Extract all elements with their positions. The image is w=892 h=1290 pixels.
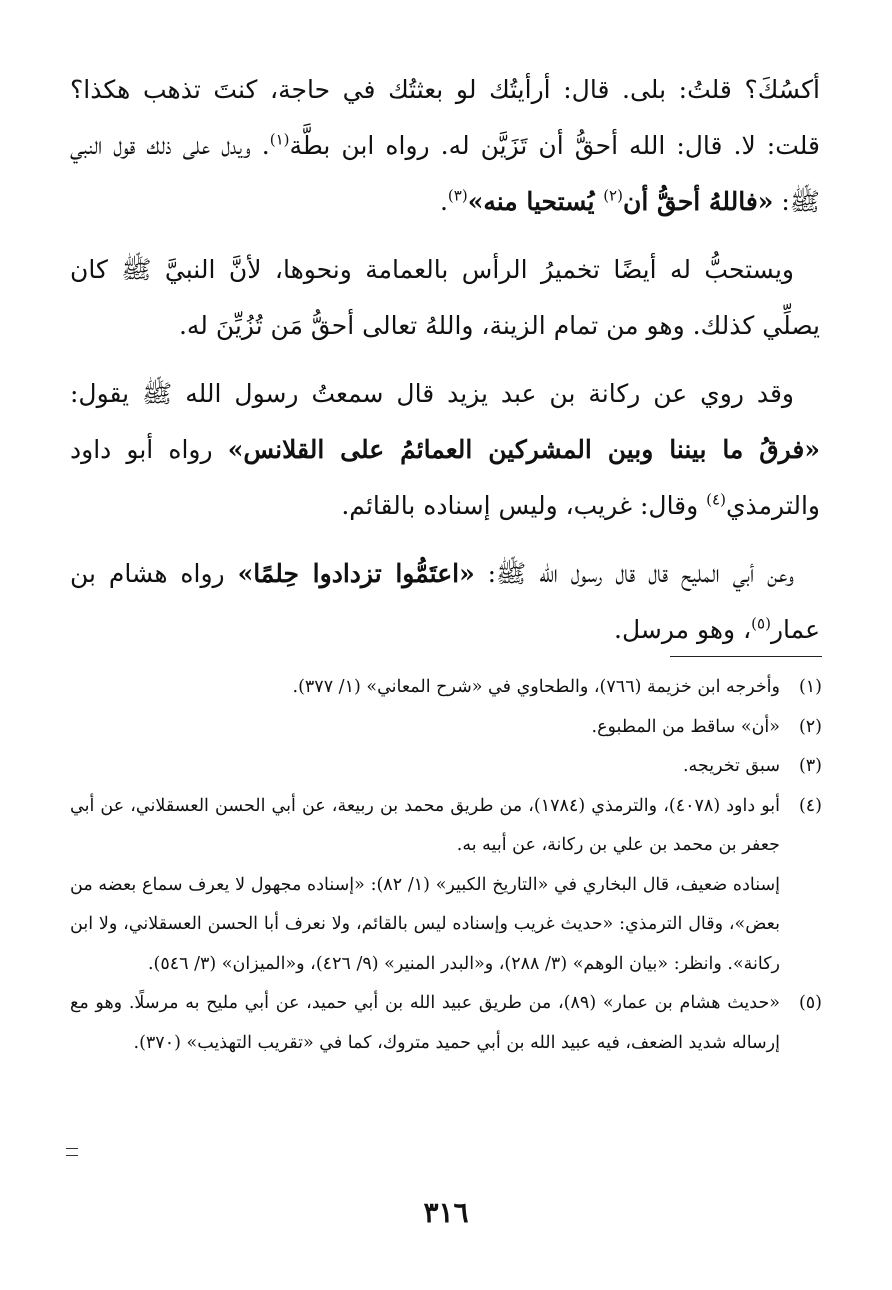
footnote-number: (٢) <box>798 716 822 737</box>
footnote-number: (٤) <box>798 795 822 816</box>
paragraph-4 <box>70 546 820 658</box>
footnote-text: أبو داود (٤٠٧٨)، والترمذي (١٧٨٤)، من طريق محمد بن ربيعة، عن أبي الحسن العسقلاني، عن أبي جعفر بن محمد بن علي بن ركانة، عن أبيه به. <box>70 795 781 855</box>
footnote-5 <box>70 984 822 1063</box>
margin-mark <box>66 1148 78 1156</box>
footnote-divider <box>670 656 822 657</box>
footnote-text: سبق تخريجه. <box>682 756 780 776</box>
footnote-number: (١) <box>798 677 822 697</box>
footnote-4 <box>70 787 822 985</box>
hadith-quote-1b: يُستحيا منه» <box>467 187 604 216</box>
footnote-number: (٥) <box>798 993 822 1013</box>
paragraph-3-text-c: وقال: غريب، وليس إسناده بالقائم. <box>341 491 707 520</box>
footnote-ref-4: (٤) <box>706 490 726 509</box>
footnote-ref-5: (٥) <box>751 614 771 633</box>
footnote-3 <box>70 747 822 787</box>
footnote-number: (٣) <box>798 756 822 776</box>
paragraph-2 <box>70 242 820 354</box>
paragraph-4-text-b: رواه هشام بن عمار <box>70 559 820 644</box>
footnote-text: وأخرجه ابن خزيمة (٧٦٦)، والطحاوي في «شرح المعاني» (١/ ٣٧٧). <box>292 677 780 697</box>
page-number: ٣١٦ <box>423 1196 469 1229</box>
footnote-ref-3: (٣) <box>447 186 468 205</box>
paragraph-2-text: ويستحبُّ له أيضًا تخميرُ الرأس بالعمامة ونحوها، لأنَّ النبيَّ ﷺ كان يصلِّي كذلك. وهو من تمام الزينة، واللهُ تعالى أحقُّ مَن تُزُيِّنَ له. <box>70 255 820 340</box>
footnote-ref-2: (٢) <box>603 186 623 205</box>
footnote-text: «حديث هشام بن عمار» (٨٩)، من طريق عبيد الله بن أبي حميد، عن أبي مليح به مرسلًا. وهو مع إرساله شديد الضعف، فيه عبيد الله بن أبي حميد متروك، كما في «تقريب التهذيب» (٣٧٠). <box>70 993 781 1053</box>
hadith-quote-3: «اعتَمُّوا تزدادوا حِلمًا» <box>237 559 475 588</box>
paragraph-1 <box>70 62 820 230</box>
footnote-text: «أن» ساقط من المطبوع. <box>591 716 780 737</box>
hadith-quote-1a: «فاللهُ أحقُّ أن <box>622 187 774 216</box>
paragraph-1-text-b: . ويدل على ذلك قول النبي ﷺ: <box>70 131 820 216</box>
footnote-text: إسناده ضعيف، قال البخاري في «التاريخ الكبير» (١/ ٨٢): «إسناده مجهول لا يعرف سماع بعضه من بعض»، وقال الترمذي: «حديث غريب وإسناده ليس بالقائم، ولا نعرف أبا الحسن العسقلاني، ولا ابن ركانة». وانظر: «بيان الوهم» (٣/ ٢٨٨)، و«البدر المنير» (٩/ ٤٢٦)، و«الميزان» (٣/ ٥٤٦). <box>70 874 780 974</box>
paragraph-1-text-a: أكسُكَ؟ قلتُ: بلى. قال: أرأيتُك لو بعثتُك في حاجة، كنتَ تذهب هكذا؟ قلت: لا. قال: الله أحقُّ أن تَزَيَّن له. رواه ابن بطَّة <box>70 75 820 160</box>
paragraph-4-text-c: ، وهو مرسل. <box>614 615 752 644</box>
paragraph-4-text-a: وعن أبي المليح قال قال رسول الله ﷺ: <box>474 559 794 588</box>
footnote-ref-1: (١) <box>269 130 290 149</box>
main-text <box>70 62 820 670</box>
hadith-quote-2: «فرقُ ما بيننا وبين المشركين العمائمُ على القلانس» <box>227 435 820 464</box>
paragraph-3-text-b: رواه أبو داود والترمذي <box>70 435 820 520</box>
paragraph-1-end: . <box>439 187 448 216</box>
paragraph-3 <box>70 366 820 534</box>
paragraph-3-text-a: وقد روي عن ركانة بن عبد يزيد قال سمعتُ رسول الله ﷺ يقول: <box>70 379 794 408</box>
footnote-2 <box>70 708 822 748</box>
footnotes <box>70 668 822 1063</box>
footnote-1 <box>70 668 822 708</box>
